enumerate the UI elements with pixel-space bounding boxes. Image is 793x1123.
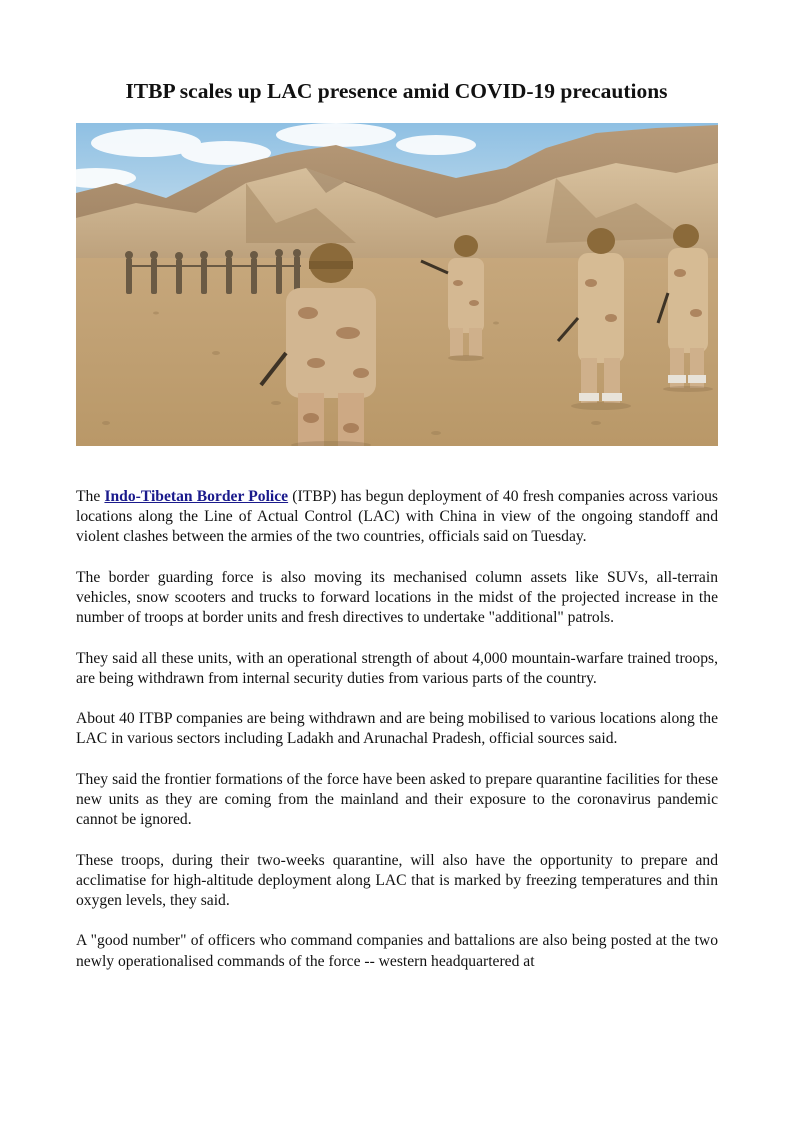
paragraph-4: About 40 ITBP companies are being withdrawn and are being mobilised to various locations along the LAC in various sectors including Ladakh and Arunachal Pradesh, official sources said.	[76, 710, 718, 748]
paragraph-1-text-after: (ITBP) has begun deployment of 40 fresh companies across various locations along the Line of Actual Control (LAC) with China in view of the ongoing standoff and violent clashes between the armies of the two countries, officials said on Tuesday.	[76, 488, 718, 546]
article-body	[76, 487, 718, 992]
paragraph-1	[76, 487, 718, 548]
itbp-link[interactable]: Indo-Tibetan Border Police	[104, 488, 289, 505]
paragraph-5: They said the frontier formations of the force have been asked to prepare quarantine facilities for these new units as they are coming from the mainland and their exposure to the coronavirus pandemic cannot be ignored.	[76, 770, 718, 829]
paragraph-7: A "good number" of officers who command companies and battalions are also being posted at the two newly operationalised commands of the force -- western headquartered at	[76, 932, 718, 970]
paragraph-1-text-before: The	[76, 488, 105, 505]
paragraph-3: They said all these units, with an operational strength of about 4,000 mountain-warfare trained troops, are being withdrawn from internal security duties from various parts of the country.	[76, 649, 718, 687]
article-photo	[76, 123, 718, 446]
article-title: ITBP scales up LAC presence amid COVID-19 precautions	[125, 79, 668, 103]
paragraph-2: The border guarding force is also moving its mechanised column assets like SUVs, all-terrain vehicles, snow scooters and trucks to forward locations in the midst of the projected increase in the number of troops at border units and fresh directives to undertake "additional" patrols.	[76, 568, 718, 627]
paragraph-6: These troops, during their two-weeks quarantine, will also have the opportunity to prepare and acclimatise for high-altitude deployment along LAC that is marked by freezing temperatures and thin oxygen levels, they said.	[76, 851, 718, 909]
